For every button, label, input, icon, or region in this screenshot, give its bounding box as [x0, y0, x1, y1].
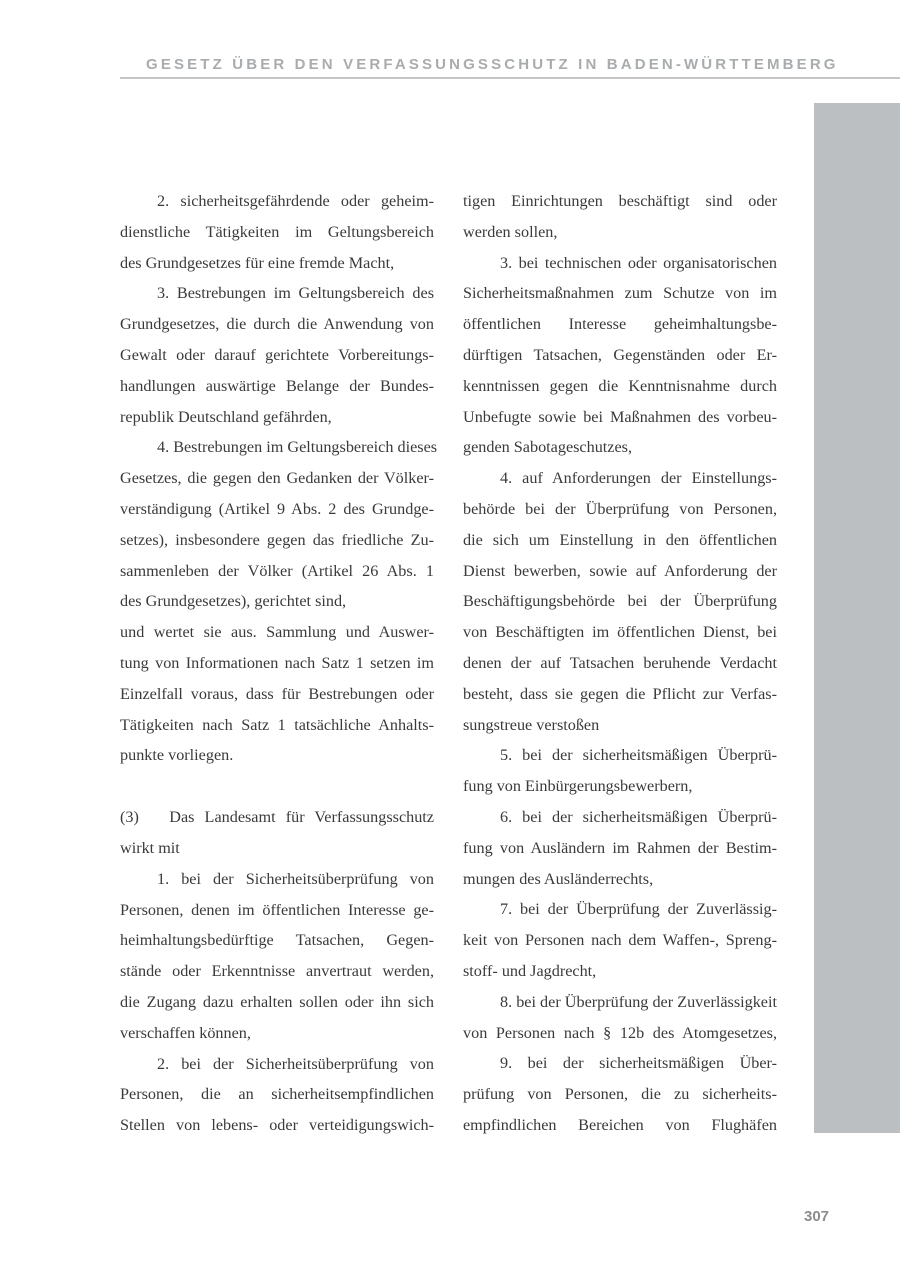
text-line: besteht, dass sie gegen die Pflicht zur Verfas-	[463, 684, 777, 703]
running-header: GESETZ ÜBER DEN VERFASSUNGSSCHUTZ IN BADEN-WÜRTTEMBERG	[146, 56, 839, 73]
text-line: genden Sabotageschutzes,	[463, 438, 633, 457]
text-line: Einzelfall voraus, dass für Bestrebungen oder	[120, 684, 434, 703]
text-line: 9. bei der sicherheitsmäßigen Über-	[500, 1054, 777, 1073]
text-line: 2. bei der Sicherheitsüberprüfung von	[157, 1054, 434, 1073]
text-line: Gewalt oder darauf gerichtete Vorbereitungs-	[120, 345, 434, 364]
text-line: mungen des Ausländerrechts,	[463, 869, 654, 888]
text-line: wirkt mit	[120, 838, 180, 857]
text-line: die Zugang dazu erhalten sollen oder ihn sich	[120, 992, 434, 1011]
text-line: 7. bei der Überprüfung der Zuverlässig-	[500, 900, 777, 919]
text-line: 3. Bestrebungen im Geltungsbereich des	[157, 284, 434, 303]
text-line: Dienst bewerben, sowie auf Anforderung der	[463, 561, 777, 580]
text-line: 2. sicherheitsgefährdende oder geheim-	[157, 192, 434, 210]
text-line: 4. Bestrebungen im Geltungsbereich dieses	[157, 438, 438, 457]
text-line: Stellen von lebens- oder verteidigungswich-	[120, 1116, 434, 1135]
text-line: republik Deutschland gefährden,	[120, 407, 332, 426]
side-margin-bar	[814, 103, 900, 1133]
text-line: 5. bei der sicherheitsmäßigen Überprü-	[500, 746, 777, 765]
text-line: kenntnissen gegen die Kenntnisnahme durch	[463, 376, 777, 395]
text-line: dienstliche Tätigkeiten im Geltungsbereich	[120, 222, 434, 241]
text-line: 1. bei der Sicherheitsüberprüfung von	[157, 869, 434, 888]
text-line: sungstreue verstoßen	[463, 715, 600, 734]
text-line: Grundgesetzes, die durch die Anwendung von	[120, 315, 434, 334]
text-line: setzes), insbesondere gegen das friedliche Zu-	[120, 530, 434, 549]
text-line: Personen, die an sicherheitsempfindlichen	[120, 1085, 434, 1104]
text-line: empfindlichen Bereichen von Flughäfen	[463, 1115, 777, 1134]
text-line: von Beschäftigten im öffentlichen Dienst, bei	[463, 623, 777, 642]
text-line: werden sollen,	[463, 222, 558, 241]
text-line: verschaffen können,	[120, 1023, 251, 1042]
text-line: tung von Informationen nach Satz 1 setzen im	[120, 653, 434, 672]
text-line: Beschäftigungsbehörde bei der Überprüfung	[463, 592, 777, 611]
right-column	[463, 186, 777, 1141]
text-line: des Grundgesetzes), gerichtet sind,	[120, 592, 347, 611]
text-line: des Grundgesetzes für eine fremde Macht,	[120, 253, 395, 272]
page-number: 307	[804, 1208, 830, 1225]
text-line: dürftigen Tatsachen, Gegenständen oder Er-	[463, 345, 777, 364]
text-line: Personen, denen im öffentlichen Interesse ge-	[120, 900, 434, 919]
text-line: keit von Personen nach dem Waffen-, Spreng-	[463, 931, 777, 950]
section-heading-line: (3) Das Landesamt für Verfassungsschutz	[120, 808, 434, 827]
left-column	[120, 186, 438, 1141]
text-line: heimhaltungsbedürftige Tatsachen, Gegen-	[120, 931, 434, 950]
text-line: handlungen auswärtige Belange der Bundes-	[120, 376, 434, 395]
text-line: Unbefugte sowie bei Maßnahmen des vorbeu-	[463, 407, 777, 426]
text-line: stoff- und Jagdrecht,	[463, 961, 597, 980]
text-line: öffentlichen Interesse geheimhaltungsbe-	[463, 315, 777, 334]
text-line: prüfung von Personen, die zu sicherheits-	[463, 1085, 777, 1104]
text-line: die sich um Einstellung in den öffentlichen	[463, 530, 777, 549]
text-line: 6. bei der sicherheitsmäßigen Überprü-	[500, 807, 777, 826]
text-line: 4. auf Anforderungen der Einstellungs-	[500, 469, 777, 488]
text-line: Sicherheitsmaßnahmen zum Schutze von im	[463, 284, 777, 303]
text-line: Gesetzes, die gegen den Gedanken der Völker-	[120, 469, 434, 488]
text-line: tigen Einrichtungen beschäftigt sind oder	[463, 192, 777, 210]
text-line: von Personen nach § 12b des Atomgesetzes,	[463, 1023, 777, 1042]
paragraph-gap	[120, 771, 434, 802]
text-line: sammenleben der Völker (Artikel 26 Abs. 1	[120, 561, 434, 580]
text-line: fung von Einbürgerungsbewerbern,	[463, 777, 693, 796]
text-line: fung von Ausländern im Rahmen der Bestim-	[463, 838, 777, 857]
text-line: 8. bei der Überprüfung der Zuverlässigkeit	[500, 992, 777, 1011]
text-line: stände oder Erkenntnisse anvertraut werden,	[120, 962, 434, 981]
text-line: und wertet sie aus. Sammlung und Auswer-	[120, 623, 434, 642]
text-line: 3. bei technischen oder organisatorischen	[500, 253, 777, 272]
header-rule	[120, 77, 900, 79]
text-line: verständigung (Artikel 9 Abs. 2 des Grundge-	[120, 499, 434, 518]
text-line: punkte vorliegen.	[120, 746, 234, 765]
text-line: denen der auf Tatsachen beruhende Verdacht	[463, 653, 777, 672]
text-line: Tätigkeiten nach Satz 1 tatsächliche Anhalts-	[120, 715, 434, 734]
text-line: behörde bei der Überprüfung von Personen,	[463, 499, 777, 518]
